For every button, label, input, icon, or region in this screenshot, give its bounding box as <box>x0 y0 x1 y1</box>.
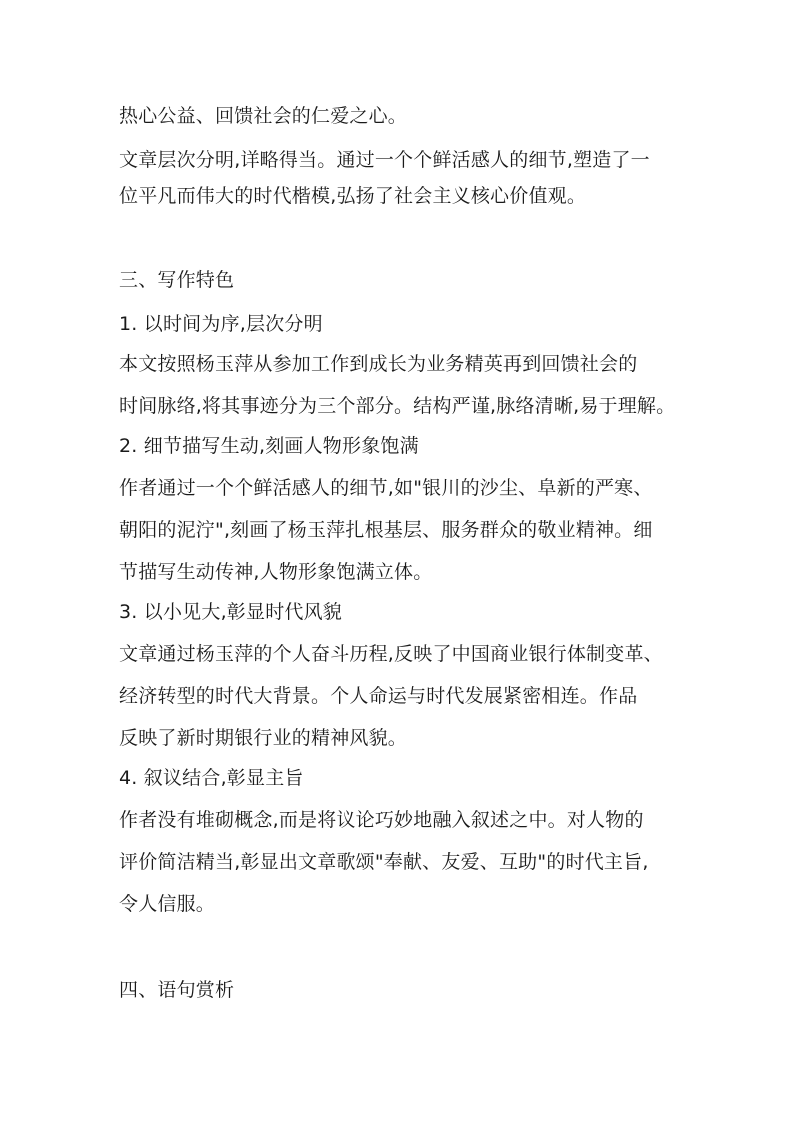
paragraph-line: 经济转型的时代大背景。个人命运与时代发展紧密相连。作品 <box>119 685 638 707</box>
section-heading: 三、写作特色 <box>119 269 235 291</box>
paragraph-line: 评价简洁精当,彰显出文章歌颂"奉献、友爱、互助"的时代主旨, <box>119 851 649 873</box>
subheading: 2. 细节描写生动,刻画人物形象饱满 <box>119 435 419 457</box>
subheading: 3. 以小见大,彰显时代风貌 <box>119 601 343 623</box>
paragraph-line: 热心公益、回馈社会的仁爱之心。 <box>119 105 408 127</box>
paragraph-line: 作者没有堆砌概念,而是将议论巧妙地融入叙述之中。对人物的 <box>119 809 644 831</box>
paragraph-line: 作者通过一个个鲜活感人的细节,如"银川的沙尘、阜新的严寒、 <box>119 477 653 499</box>
paragraph-line: 文章层次分明,详略得当。通过一个个鲜活感人的细节,塑造了一 <box>119 149 650 171</box>
paragraph-line: 位平凡而伟大的时代楷模,弘扬了社会主义核心价值观。 <box>119 185 587 207</box>
paragraph-line: 节描写生动传神,人物形象饱满立体。 <box>119 561 433 583</box>
section-heading: 四、语句赏析 <box>119 979 235 1001</box>
paragraph-line: 朝阳的泥泞",刻画了杨玉萍扎根基层、服务群众的敬业精神。细 <box>119 519 653 541</box>
paragraph-line: 令人信服。 <box>119 893 216 915</box>
subheading: 1. 以时间为序,层次分明 <box>119 313 323 335</box>
paragraph-line: 本文按照杨玉萍从参加工作到成长为业务精英再到回馈社会的 <box>119 353 638 375</box>
paragraph-line: 文章通过杨玉萍的个人奋斗历程,反映了中国商业银行体制变革、 <box>119 643 663 665</box>
subheading: 4. 叙议结合,彰显主旨 <box>119 767 304 789</box>
paragraph-line: 时间脉络,将其事迹分为三个部分。结构严谨,脉络清晰,易于理解。 <box>119 395 676 417</box>
paragraph-line: 反映了新时期银行业的精神风貌。 <box>119 727 408 749</box>
